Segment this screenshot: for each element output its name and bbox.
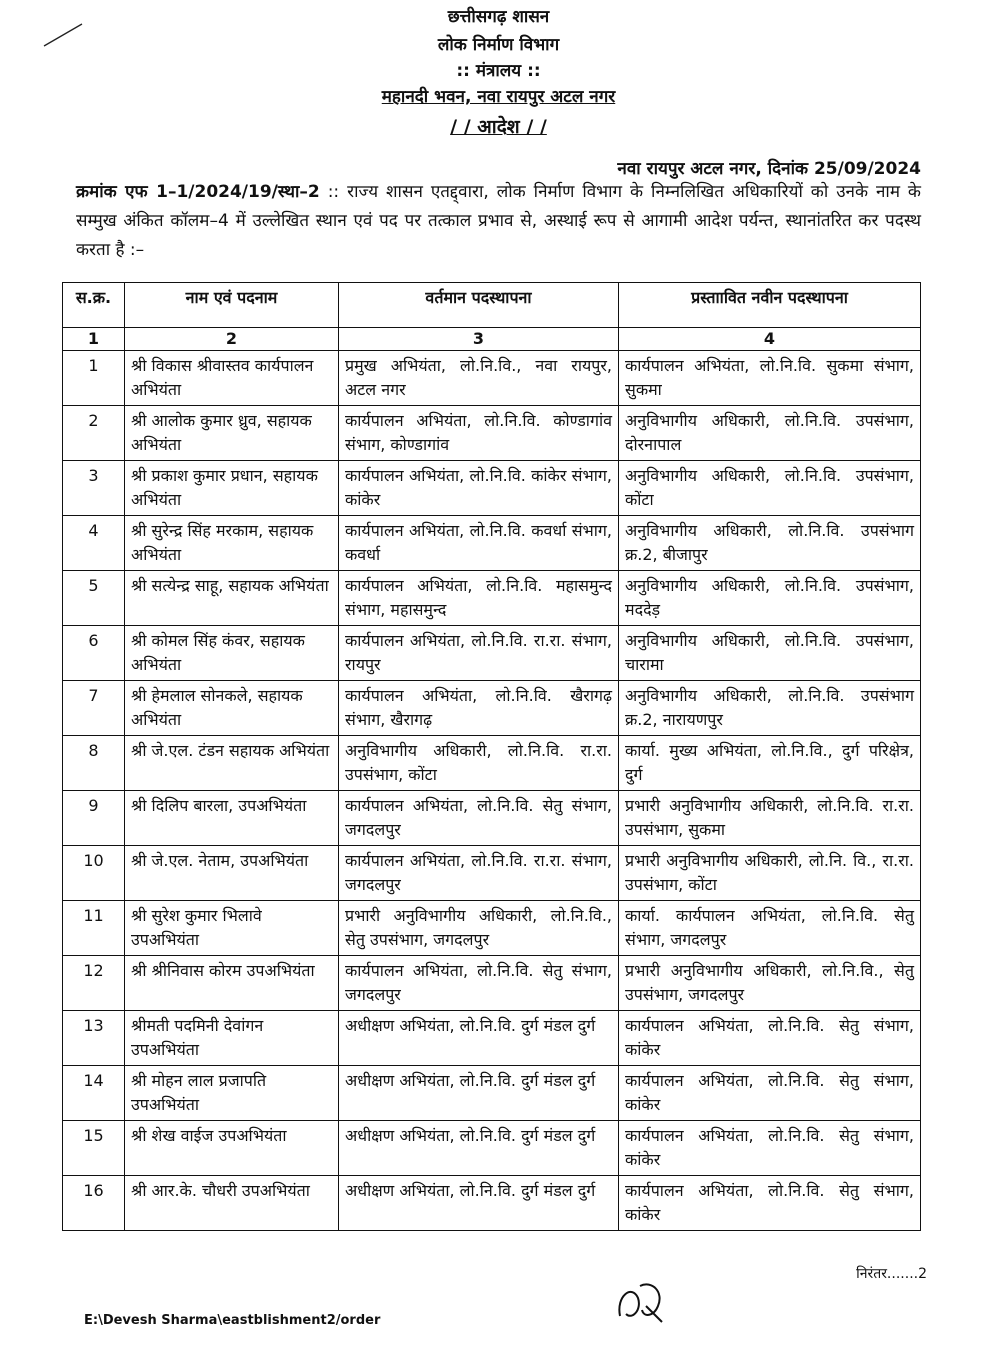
table-row: [63, 1011, 921, 1066]
cell-proposed: कार्यपालन अभियंता, लो.नि.वि. सेतु संभाग, कांकेर: [619, 1066, 921, 1121]
cell-name: श्री श्रीनिवास कोरम उपअभियंता: [125, 956, 339, 1011]
continued-note: निरंतर.......2: [856, 1266, 927, 1282]
cell-proposed: अनुविभागीय अधिकारी, लो.नि.वि. उपसंभाग, कोंटा: [619, 461, 921, 516]
table-row: [63, 516, 921, 571]
header-address: महानदी भवन, नवा रायपुर अटल नगर: [381, 87, 616, 107]
file-path: E:\Devesh Sharma\eastblishment2/order: [84, 1313, 381, 1328]
cell-serial: 9: [63, 791, 125, 846]
order-number: क्रमांक एफ 1–1/2024/19/स्था–2: [76, 182, 320, 202]
cell-proposed: अनुविभागीय अधिकारी, लो.नि.वि. उपसंभाग, दोरनापाल: [619, 406, 921, 461]
table-row: [63, 406, 921, 461]
intro-paragraph: [76, 178, 921, 265]
cell-current: अधीक्षण अभियंता, लो.नि.वि. दुर्ग मंडल दुर्ग: [339, 1066, 619, 1121]
cell-proposed: अनुविभागीय अधिकारी, लो.नि.वि. उपसंभाग क्र.2, बीजापुर: [619, 516, 921, 571]
column-number: 2: [125, 328, 339, 351]
cell-proposed: कार्यपालन अभियंता, लो.नि.वि. सेतु संभाग, कांकेर: [619, 1176, 921, 1231]
column-number: 3: [339, 328, 619, 351]
cell-name: श्री कोमल सिंह कंवर, सहायक अभियंता: [125, 626, 339, 681]
table-header-row: [63, 283, 921, 328]
table-row: [63, 1066, 921, 1121]
header-ministry: :: मंत्रालय ::: [456, 61, 541, 81]
cell-current: अधीक्षण अभियंता, लो.नि.वि. दुर्ग मंडल दुर्ग: [339, 1176, 619, 1231]
cell-name: श्री आलोक कुमार ध्रुव, सहायक अभियंता: [125, 406, 339, 461]
cell-current: कार्यपालन अभियंता, लो.नि.वि. कांकेर संभाग, कांकेर: [339, 461, 619, 516]
cell-name: श्रीमती पदमिनी देवांगन उपअभियंता: [125, 1011, 339, 1066]
cell-current: अधीक्षण अभियंता, लो.नि.वि. दुर्ग मंडल दुर्ग: [339, 1011, 619, 1066]
header-order-wrap: [0, 116, 997, 138]
cell-name: श्री शेख वाईज उपअभियंता: [125, 1121, 339, 1176]
header-name: नाम एवं पदनाम: [125, 283, 339, 328]
header-department: लोक निर्माण विभाग: [437, 35, 560, 55]
table-row: [63, 1121, 921, 1176]
cell-name: श्री सत्येन्द्र साहू, सहायक अभियंता: [125, 571, 339, 626]
cell-current: कार्यपालन अभियंता, लो.नि.वि. सेतु संभाग, जगदलपुर: [339, 791, 619, 846]
table-row: [63, 626, 921, 681]
table-row: [63, 571, 921, 626]
cell-serial: 16: [63, 1176, 125, 1231]
cell-name: श्री मोहन लाल प्रजापति उपअभियंता: [125, 1066, 339, 1121]
cell-serial: 15: [63, 1121, 125, 1176]
table-row: [63, 1176, 921, 1231]
handwritten-initials: [612, 1276, 672, 1328]
cell-serial: 2: [63, 406, 125, 461]
cell-current: अधीक्षण अभियंता, लो.नि.वि. दुर्ग मंडल दुर्ग: [339, 1121, 619, 1176]
cell-serial: 10: [63, 846, 125, 901]
cell-name: श्री सुरेश कुमार भिलावे उपअभियंता: [125, 901, 339, 956]
cell-current: कार्यपालन अभियंता, लो.नि.वि. महासमुन्द संभाग, महासमुन्द: [339, 571, 619, 626]
cell-serial: 6: [63, 626, 125, 681]
cell-serial: 4: [63, 516, 125, 571]
intro-text: :: राज्य शासन एतद्द्वारा, लोक निर्माण विभाग के निम्नलिखित अधिकारियों को उनके नाम के सम्मुख अंकित कॉलम–4 में उल्लेखित स्थान एवं पद पर तत्काल प्रभाव से, अस्थाई रूप से आगामी आदेश पर्यन्त, स्थानांतरित कर पदस्थ करता है :–: [76, 182, 921, 260]
cell-proposed: प्रभारी अनुविभागीय अधिकारी, लो.नि.वि. रा.रा. उपसंभाग, सुकमा: [619, 791, 921, 846]
cell-serial: 3: [63, 461, 125, 516]
cell-name: श्री दिलिप बारला, उपअभियंता: [125, 791, 339, 846]
cell-current: कार्यपालन अभियंता, लो.नि.वि. कोण्डागांव संभाग, कोण्डागांव: [339, 406, 619, 461]
cell-serial: 13: [63, 1011, 125, 1066]
cell-serial: 11: [63, 901, 125, 956]
cell-name: श्री जे.एल. नेताम, उपअभियंता: [125, 846, 339, 901]
column-number: 4: [619, 328, 921, 351]
table-row: [63, 791, 921, 846]
header-proposed-posting: प्रस्ताावित नवीन पदस्थापना: [619, 283, 921, 328]
cell-name: श्री सुरेन्द्र सिंह मरकाम, सहायक अभियंता: [125, 516, 339, 571]
cell-proposed: कार्या. कार्यपालन अभियंता, लो.नि.वि. सेतु संभाग, जगदलपुर: [619, 901, 921, 956]
cell-proposed: कार्यपालन अभियंता, लो.नि.वि. सेतु संभाग, कांकेर: [619, 1011, 921, 1066]
header-order-title: / / आदेश / /: [450, 116, 547, 138]
cell-proposed: प्रभारी अनुविभागीय अधिकारी, लो.नि.वि., सेतु उपसंभाग, जगदलपुर: [619, 956, 921, 1011]
table-row: [63, 846, 921, 901]
cell-current: प्रभारी अनुविभागीय अधिकारी, लो.नि.वि., सेतु उपसंभाग, जगदलपुर: [339, 901, 619, 956]
cell-current: प्रमुख अभियंता, लो.नि.वि., नवा रायपुर, अटल नगर: [339, 351, 619, 406]
table-row: [63, 351, 921, 406]
cell-current: कार्यपालन अभियंता, लो.नि.वि. सेतु संभाग, जगदलपुर: [339, 956, 619, 1011]
column-number-row: [63, 328, 921, 351]
column-number: 1: [63, 328, 125, 351]
order-date: नवा रायपुर अटल नगर, दिनांक 25/09/2024: [617, 159, 921, 179]
cell-proposed: अनुविभागीय अधिकारी, लो.नि.वि. उपसंभाग, चारामा: [619, 626, 921, 681]
cell-name: श्री जे.एल. टंडन सहायक अभियंता: [125, 736, 339, 791]
table-row: [63, 956, 921, 1011]
transfer-table: [62, 282, 921, 1231]
cell-proposed: अनुविभागीय अधिकारी, लो.नि.वि. उपसंभाग क्र.2, नारायणपुर: [619, 681, 921, 736]
header-address-wrap: [0, 86, 997, 108]
cell-serial: 1: [63, 351, 125, 406]
table-row: [63, 901, 921, 956]
cell-current: कार्यपालन अभियंता, लो.नि.वि. रा.रा. संभाग, रायपुर: [339, 626, 619, 681]
cell-serial: 8: [63, 736, 125, 791]
cell-proposed: कार्या. मुख्य अभियंता, लो.नि.वि., दुर्ग परिक्षेत्र, दुर्ग: [619, 736, 921, 791]
cell-name: श्री आर.के. चौधरी उपअभियंता: [125, 1176, 339, 1231]
cell-proposed: अनुविभागीय अधिकारी, लो.नि.वि. उपसंभाग, मददेड़: [619, 571, 921, 626]
cell-current: अनुविभागीय अधिकारी, लो.नि.वि. रा.रा. उपसंभाग, कोंटा: [339, 736, 619, 791]
cell-serial: 7: [63, 681, 125, 736]
table-row: [63, 461, 921, 516]
header-serial: स.क्र.: [63, 283, 125, 328]
header-current-posting: वर्तमान पदस्थापना: [339, 283, 619, 328]
cell-proposed: कार्यपालन अभियंता, लो.नि.वि. सेतु संभाग, कांकेर: [619, 1121, 921, 1176]
cell-name: श्री विकास श्रीवास्तव कार्यपालन अभियंता: [125, 351, 339, 406]
cell-serial: 14: [63, 1066, 125, 1121]
header-state: छत्तीसगढ़ शासन: [447, 7, 550, 27]
cell-current: कार्यपालन अभियंता, लो.नि.वि. खैरागढ़ संभाग, खैरागढ़: [339, 681, 619, 736]
cell-name: श्री हेमलाल सोनकले, सहायक अभियंता: [125, 681, 339, 736]
table-row: [63, 681, 921, 736]
cell-current: कार्यपालन अभियंता, लो.नि.वि. रा.रा. संभाग, जगदलपुर: [339, 846, 619, 901]
table-row: [63, 736, 921, 791]
cell-serial: 5: [63, 571, 125, 626]
cell-current: कार्यपालन अभियंता, लो.नि.वि. कवर्धा संभाग, कवर्धा: [339, 516, 619, 571]
cell-proposed: प्रभारी अनुविभागीय अधिकारी, लो.नि. वि., रा.रा. उपसंभाग, कोंटा: [619, 846, 921, 901]
cell-name: श्री प्रकाश कुमार प्रधान, सहायक अभियंता: [125, 461, 339, 516]
cell-serial: 12: [63, 956, 125, 1011]
cell-proposed: कार्यपालन अभियंता, लो.नि.वि. सुकमा संभाग, सुकमा: [619, 351, 921, 406]
